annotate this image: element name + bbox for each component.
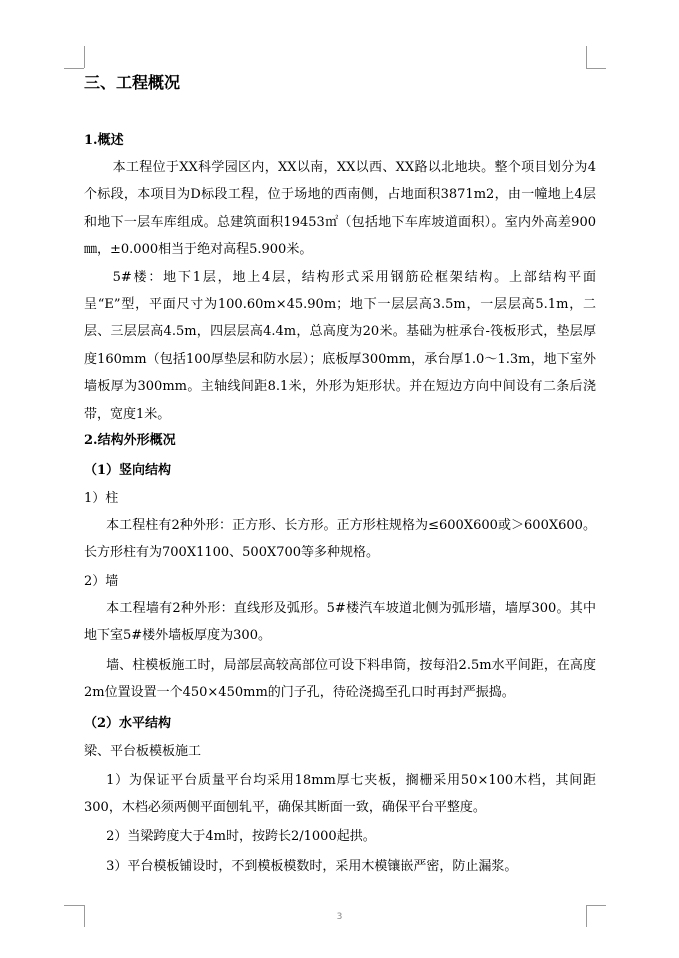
- crop-mark-top-left-v: [84, 46, 85, 68]
- horizontal-item-2: 2）当梁跨度大于4m时，按跨长2/1000起拱。: [106, 829, 376, 845]
- page-number: 3: [336, 912, 343, 922]
- crop-mark-bottom-left-h: [64, 905, 84, 906]
- column-label: 1）柱: [84, 491, 119, 507]
- structure-heading: 2.结构外形概况: [84, 433, 176, 449]
- crop-mark-top-left-h: [64, 68, 84, 69]
- overview-paragraph-2: 5#楼：地下1层，地上4层，结构形式采用钢筋砼框架结构。上部结构平面呈“E”型，平面尺寸为100.60m×45.90m；地下一层层高3.5m，一层层高5.1m，二层、三层层高4.5m，四层层高4.4m，总高度为20米。基础为桩承台-筏板形式，垫层厚度160mm（包括100厚垫层和防水层）；底板厚300mm，承台厚1.0～1.3m，地下室外墙板厚为300mm。主轴线间距8.1米，外形为矩形状。并在短边方向中间设有二条后浇带，宽度1米。: [84, 269, 596, 422]
- section-title: 三、工程概况: [84, 73, 181, 92]
- horizontal-structure-heading: （2）水平结构: [84, 715, 172, 731]
- horizontal-item-1: 1）为保证平台质量平台均采用18mm厚七夹板，搁栅采用50×100木档，其间距300，木档必须两侧平面刨轧平，确保其断面一致，确保平台平整度。: [84, 772, 596, 815]
- beam-slab-subheading: 梁、平台板模板施工: [84, 743, 202, 759]
- document-body: [84, 70, 596, 880]
- vertical-structure-heading: （1）竖向结构: [84, 463, 172, 479]
- wall-text-1: 本工程墙有2种外形：直线形及弧形。5#楼汽车坡道北侧为弧形墙，墙厚300。其中地下室5#楼外墙板厚度为300。: [84, 600, 596, 644]
- overview-paragraph-1: 本工程位于XX科学园区内，XX以南，XX以西、XX路以北地块。整个项目划分为4个标段，本项目为D标段工程，位于场地的西南侧，占地面积3871m2，由一幢地上4层和地下一层车库组成。总建筑面积19453㎡（包括地下车库坡道面积）。室内外高差900㎜，±0.000相当于绝对高程5.900米。: [84, 160, 596, 258]
- horizontal-item-3: 3）平台模板铺设时，不到模板模数时，采用木模镶嵌严密，防止漏浆。: [106, 858, 518, 874]
- crop-mark-top-right-h: [586, 68, 606, 69]
- overview-heading: 1.概述: [84, 133, 124, 148]
- wall-text-2: 墙、柱模板施工时，局部层高较高部位可设下料串筒，按每沿2.5m水平间距，在高度2m位置设置一个450×450mm的门子孔，待砼浇捣至孔口时再封严振捣。: [84, 657, 596, 701]
- column-text: 本工程柱有2种外形：正方形、长方形。正方形柱规格为≤600X600或＞600X600。长方形柱有为700X1100、500X700等多种规格。: [84, 518, 596, 561]
- wall-label: 2）墙: [84, 573, 119, 589]
- crop-mark-top-right-v: [586, 46, 587, 68]
- crop-mark-bottom-right-h: [586, 905, 606, 906]
